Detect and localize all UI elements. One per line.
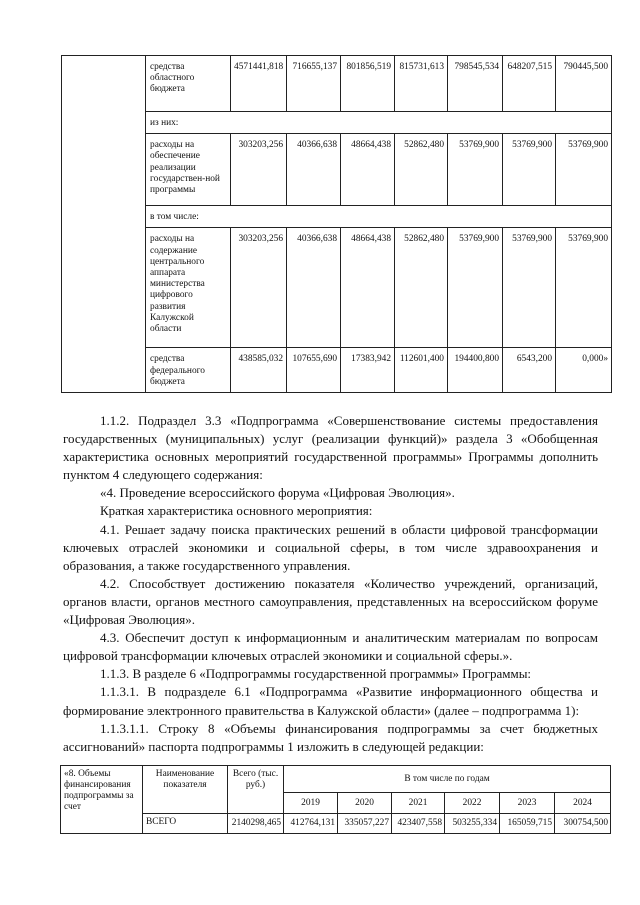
value-cell: 335057,227 <box>338 814 392 834</box>
amendment-text <box>63 412 598 756</box>
year-header-cell: 2020 <box>338 793 392 814</box>
value-cell: 4571441,818 <box>231 56 287 112</box>
paragraph-4-3: 4.3. Обеспечит доступ к информационным и аналитическим материалам по вопросам цифровой трансформации ключевых отраслей экономики и социальной сферы.». <box>63 630 598 664</box>
value-cell: 503255,334 <box>445 814 500 834</box>
financing-table-continued <box>61 55 612 393</box>
row-label: расходы на обеспечение реализации государствен-ной программы <box>146 134 231 206</box>
paragraph-4-1: 4.1. Решает задачу поиска практических решений в области цифровой трансформации ключевых отраслей экономики и социальной сферы, в том числе здравоохранения и образования, а также государственного управления. <box>63 521 598 573</box>
value-cell: 716655,137 <box>287 56 341 112</box>
paragraph-brief: Краткая характеристика основного мероприятия: <box>100 503 373 519</box>
year-header-cell: 2019 <box>284 793 338 814</box>
value-cell: 300754,500 <box>555 814 611 834</box>
table-row <box>62 56 612 112</box>
value-cell: 303203,256 <box>231 228 287 348</box>
value-cell: 53769,900 <box>503 228 556 348</box>
value-cell: 438585,032 <box>231 348 287 393</box>
row-header-cell: «8. Объемы финансирования подпрограммы за счет <box>61 766 143 834</box>
value-cell: 412764,131 <box>284 814 338 834</box>
years-header-cell: В том числе по годам <box>284 766 611 793</box>
value-cell: 790445,500 <box>556 56 612 112</box>
paragraph-item-4: «4. Проведение всероссийского форума «Цифровая Эволюция». <box>100 485 455 501</box>
value-cell: 2140298,465 <box>228 814 284 834</box>
value-cell: 303203,256 <box>231 134 287 206</box>
value-cell: 17383,942 <box>341 348 395 393</box>
value-cell: 48664,438 <box>341 134 395 206</box>
value-cell: 112601,400 <box>395 348 448 393</box>
paragraph-1-1-3-1-1: 1.1.3.1.1. Строку 8 «Объемы финансирования подпрограммы за счет бюджетных ассигнований» паспорта подпрограммы 1 изложить в следующей редакции: <box>63 720 598 754</box>
value-cell: 53769,900 <box>556 134 612 206</box>
value-cell: 52862,480 <box>395 228 448 348</box>
row-label: из них: <box>146 112 612 134</box>
year-header-cell: 2022 <box>445 793 500 814</box>
paragraph-4-2: 4.2. Способствует достижению показателя «Количество учреждений, организаций, органов власти, органов местного самоуправления, представленных на всероссийском форуме «Цифровая Эволюция». <box>63 575 598 628</box>
paragraph-1-1-3: 1.1.3. В разделе 6 «Подпрограммы государственной программы» Программы: <box>100 666 532 682</box>
value-cell: 40366,638 <box>287 228 341 348</box>
year-header-cell: 2021 <box>392 793 445 814</box>
value-cell: 423407,558 <box>392 814 445 834</box>
value-cell: 53769,900 <box>503 134 556 206</box>
year-header-cell: 2023 <box>500 793 555 814</box>
value-cell: 0,000» <box>556 348 612 393</box>
row-label: расходы на содержание центрального аппарата министерства цифрового развития Калужской области <box>146 228 231 348</box>
value-cell: 107655,690 <box>287 348 341 393</box>
value-cell: 53769,900 <box>448 134 503 206</box>
value-cell: 165059,715 <box>500 814 555 834</box>
value-cell: 52862,480 <box>395 134 448 206</box>
row-label: средства областного бюджета <box>146 56 231 112</box>
value-cell: 48664,438 <box>341 228 395 348</box>
row-label: средства федерального бюджета <box>146 348 231 393</box>
value-cell: 798545,534 <box>448 56 503 112</box>
value-cell: 801856,519 <box>341 56 395 112</box>
year-header-cell: 2024 <box>555 793 611 814</box>
paragraph-1-1-3-1: 1.1.3.1. В подразделе 6.1 «Подпрограмма «Развитие информационного общества и формирование электронного правительства в Калужской области» (далее – подпрограмма 1): <box>63 684 598 718</box>
value-cell: 815731,613 <box>395 56 448 112</box>
value-cell: 194400,800 <box>448 348 503 393</box>
row-label: в том числе: <box>146 206 612 228</box>
paragraph-1-1-2: 1.1.2. Подраздел 3.3 «Подпрограмма «Совершенствование системы предоставления государственных (муниципальных) услуг (реализации функций)» раздела 3 «Обобщенная характеристика основных мероприятий государственной программы» Программы дополнить пунктом 4 следующего содержания: <box>63 413 598 483</box>
name-header-cell: Наименование показателя <box>143 766 228 814</box>
value-cell: 40366,638 <box>287 134 341 206</box>
value-cell: 6543,200 <box>503 348 556 393</box>
value-cell: 648207,515 <box>503 56 556 112</box>
empty-cell <box>62 56 146 393</box>
value-cell: 53769,900 <box>448 228 503 348</box>
total-header-cell: Всего (тыс. руб.) <box>228 766 284 814</box>
value-cell: 53769,900 <box>556 228 612 348</box>
subprogram-financing-table <box>60 765 611 834</box>
row-label-cell: ВСЕГО <box>143 814 228 834</box>
